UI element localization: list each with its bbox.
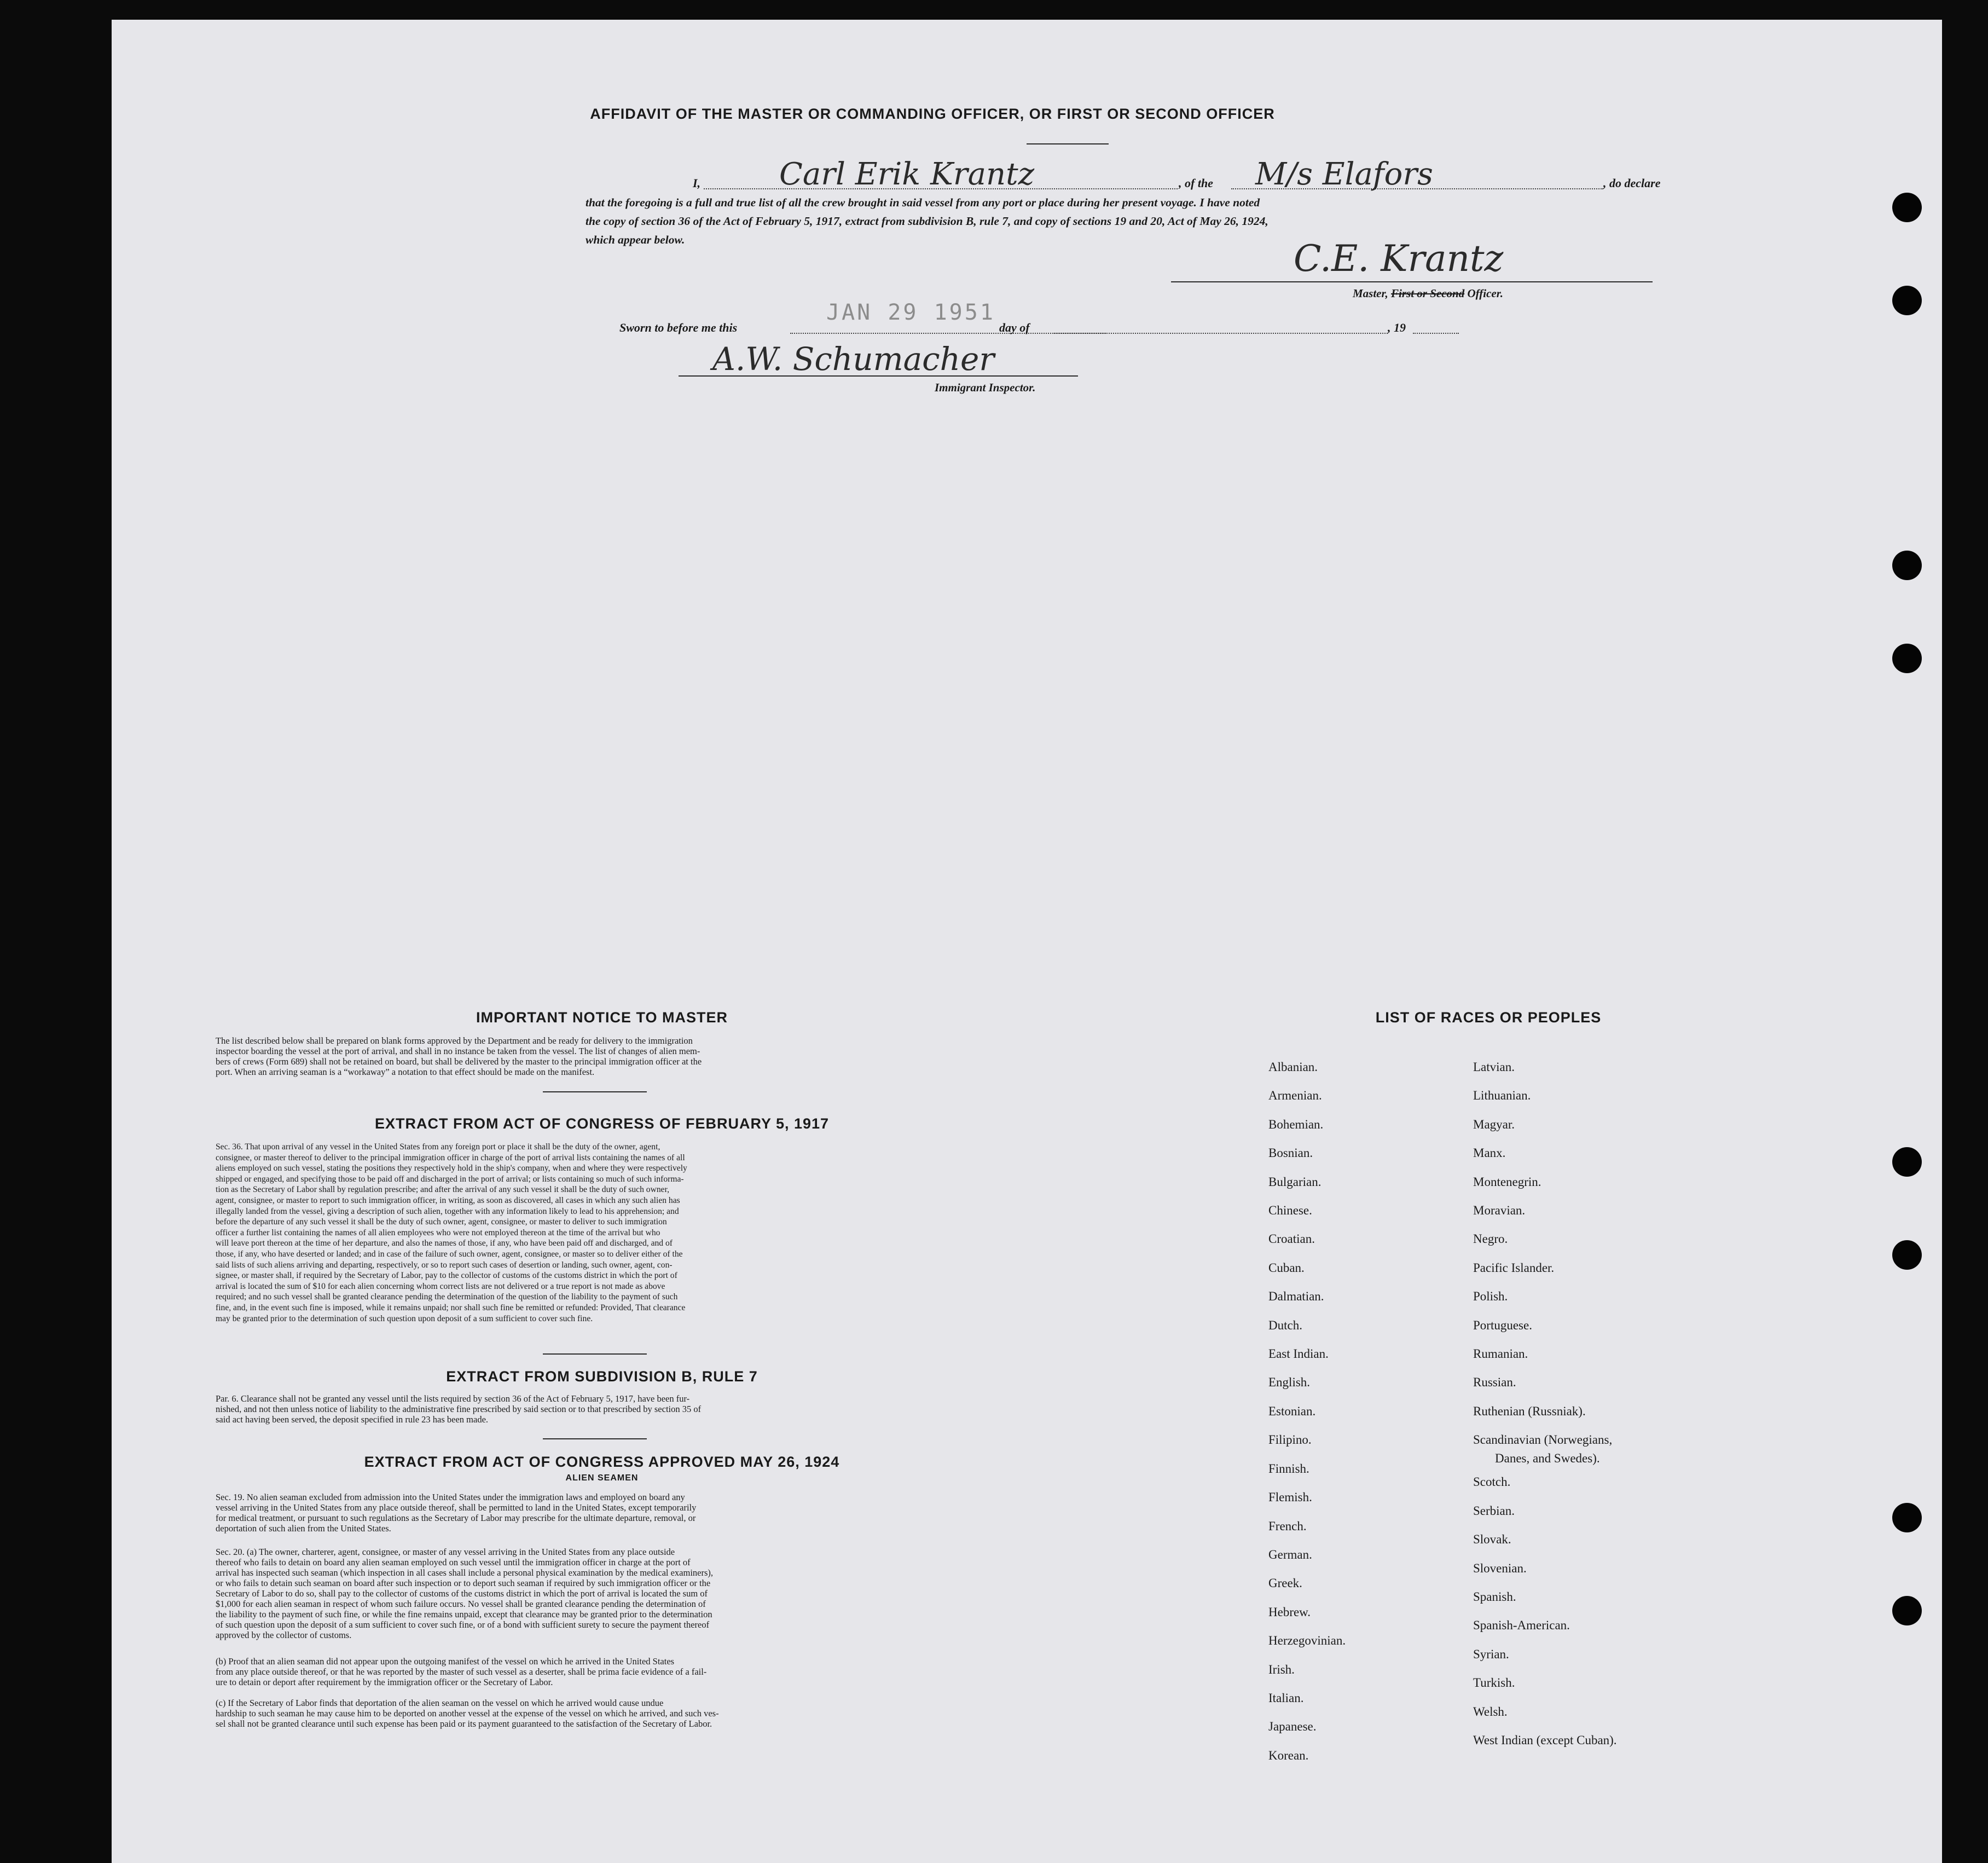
text-line: $1,000 for each alien seaman in respect of whom such failure occurs. No vessel shall be granted clearance pending the determination of [216,1599,706,1609]
punch-hole [1892,193,1922,222]
punch-hole [1892,1503,1922,1532]
text-line: port. When an arriving seaman is a “workaway” a notation to that effect should be made on the manifest. [216,1067,595,1077]
race-item: Spanish. [1473,1589,1516,1604]
text-line: illegally landed from the vessel, giving a description of such alien, together with any information likely to lead to his apprehension; and [216,1206,679,1216]
race-item: Syrian. [1473,1647,1509,1661]
race-item: English. [1268,1375,1311,1390]
punch-hole [1892,1240,1922,1270]
race-item: Serbian. [1473,1503,1515,1518]
race-item: Pacific Islander. [1473,1260,1555,1275]
race-item: Estonian. [1268,1404,1316,1418]
race-item: Herzegovinian. [1268,1634,1346,1648]
race-item: German. [1268,1547,1312,1561]
text-line: may be granted prior to the determination of such question upon deposit of a sum sufficient to cover such fine. [216,1314,593,1323]
text-line: vessel arriving in the United States from any place outside thereof, shall be permitted to land in the United States, except temporarily [216,1502,697,1513]
text-line: (b) Proof that an alien seaman did not appear upon the outgoing manifest of the vessel on which he arrived in the United States [216,1656,675,1667]
race-item: Danes, and Swedes). [1495,1451,1600,1466]
race-item: Portuguese. [1473,1318,1532,1332]
text-line: shipped or engaged, and specifying those to be paid off and discharged in the port of arrival; or lists containing so much of such informa- [216,1174,684,1184]
master-officer-label [1353,287,1503,300]
text-line: required; and no such vessel shall be granted clearance pending the determination of the question of the liability to the payment of such [216,1292,678,1302]
text-line: Sec. 19. No alien seaman excluded from admission into the United States under the immigration laws and employed on board any [216,1492,685,1502]
divider [543,1091,647,1092]
race-item: Rumanian. [1473,1347,1528,1361]
race-item: Magyar. [1473,1117,1515,1131]
race-item: Korean. [1268,1748,1309,1762]
master-signature-line [1171,281,1653,282]
race-item: Slovenian. [1473,1561,1527,1575]
race-item: Latvian. [1473,1060,1515,1074]
text-line: of such question upon the deposit of a sum sufficient to cover such fine, or of a bond with sufficient surety to secure the payment thereof [216,1619,710,1630]
text-line: ure to detain or deport after requirement by the immigration officer or the Secretary of Labor. [216,1677,553,1687]
text-line: arrival has inspected such seaman (which inspection in all cases shall include a personal physical examination by the medical examiners), [216,1567,714,1578]
races-right-column [1473,1053,1617,1755]
of-the-label: , of the [1179,176,1213,190]
race-item: Albanian. [1268,1060,1318,1074]
declaration-line: which appear below. [586,233,685,246]
text-line: arrival is located the sum of $10 for each alien concerning whom correct lists are not delivered or a true report is not made as above [216,1281,665,1291]
text-line: approved by the collector of customs. [216,1630,352,1640]
punch-hole [1892,286,1922,315]
sec20c-text [216,1698,1091,1729]
punch-hole [1892,1147,1922,1177]
affidavit-title: AFFIDAVIT OF THE MASTER OR COMMANDING OFFICER, OR FIRST OR SECOND OFFICER [590,106,1275,122]
race-item: Greek. [1268,1576,1302,1590]
day-of-label: day of [999,321,1030,334]
race-item: Montenegrin. [1473,1174,1541,1189]
year-label: , 19 [1388,321,1406,334]
month-line [1054,333,1388,334]
text-line: sel shall not be granted clearance until such expense has been paid or its payment guaranteed to the satisfaction of the Secretary of Labor. [216,1719,712,1729]
sec19-text [216,1492,1091,1534]
master-name-handwritten: Carl Erik Krantz [779,157,1035,192]
master-signature: C.E. Krantz [1294,238,1504,280]
divider [543,1353,647,1355]
race-item: Russian. [1473,1375,1516,1390]
race-item: Irish. [1268,1662,1295,1676]
master-label-struck: First or Second [1391,287,1465,300]
text-line: nished, and not then unless notice of liability to the administrative fine prescribed by said section or to that prescribed by section 35 of [216,1404,702,1414]
declaration-line: the copy of section 36 of the Act of February 5, 1917, extract from subdivision B, rule 7, and copy of sections 19 and 20, Act of May 26, 1924, [586,215,1268,228]
text-line: aliens employed on such vessel, stating the positions they respectively hold in the ship's company, when and where they were respectively [216,1164,687,1173]
race-item: Cuban. [1268,1260,1305,1275]
punch-hole [1892,644,1922,673]
race-item: Japanese. [1268,1720,1317,1734]
race-item: Hebrew. [1268,1605,1311,1619]
race-item: Moravian. [1473,1204,1526,1218]
date-stamp: JAN 29 1951 [826,300,995,325]
text-line: signee, or master shall, if required by the Secretary of Labor, pay to the collector of customs of the customs district in which the port of [216,1271,677,1281]
race-item: Filipino. [1268,1433,1312,1447]
vessel-name-handwritten: M/s Elafors [1255,157,1433,192]
do-declare-label: , do declare [1603,176,1661,190]
text-line: from any place outside thereof, or that he was reported by the master of such vessel as a deserter, shall be prima facie evidence of a fail- [216,1667,707,1677]
sec20b-text [216,1656,1091,1687]
race-item: Armenian. [1268,1089,1322,1103]
race-item: West Indian (except Cuban). [1473,1733,1617,1747]
sworn-label: Sworn to before me this [619,321,738,334]
races-title: LIST OF RACES OR PEOPLES [1375,1009,1602,1026]
text-line: Par. 6. Clearance shall not be granted any vessel until the lists required by section 36 of the Act of February 5, 1917, have been fur- [216,1393,690,1404]
text-line: those, if any, who have deserted or landed; and in case of the failure of such owner, agent, consignee, or master so to deliver either of the [216,1249,683,1259]
text-line: tion as the Secretary of Labor shall by regulation prescribe; and after the arrival of any such vessel it shall be the duty of such owner, [216,1185,670,1195]
race-item: Italian. [1268,1691,1304,1705]
text-line: Sec. 20. (a) The owner, charterer, agent, consignee, or master of any vessel arriving in the United States from any place outside [216,1547,675,1557]
inspector-label: Immigrant Inspector. [935,381,1036,394]
text-line: fine, and, in the event such fine is imposed, while it remains unpaid; nor shall such fine be remitted or refunded: Provided, That clearance [216,1303,686,1312]
race-item: Dalmatian. [1268,1289,1324,1304]
race-item: Turkish. [1473,1676,1515,1690]
extract-1917-text [216,1142,1091,1324]
text-line: consignee, or master thereof to deliver to the principal immigration officer in charge of the port of arrival lists containing the names of all [216,1153,685,1162]
alien-seamen-subtitle: ALIEN SEAMEN [565,1473,639,1483]
text-line: the liability to the payment of such fine, or while the fine remains unpaid, except that clearance may be granted prior to the determination [216,1609,712,1619]
master-label-end: Officer. [1464,287,1503,300]
extract-rule7-text [216,1393,1091,1425]
text-line: thereof who fails to detain on board any alien seaman employed on such vessel until the immigration officer in charge at the port of [216,1557,691,1567]
race-item: Bulgarian. [1268,1174,1322,1189]
text-line: agent, consignee, or master to report to such immigration officer, in writing, as soon as discovered, all cases in which any such alien has [216,1195,680,1205]
text-line: Sec. 36. That upon arrival of any vessel in the United States from any foreign port or place it shall be the duty of the owner, agent, [216,1142,660,1152]
race-item: Flemish. [1268,1490,1312,1505]
race-item: Spanish-American. [1473,1618,1570,1633]
master-label-start: Master, [1353,287,1392,300]
declaration-line: that the foregoing is a full and true list of all the crew brought in said vessel from any port or place during her present voyage. I have noted [586,196,1260,209]
race-item: Polish. [1473,1289,1508,1304]
text-line: or who fails to detain such seaman on board after such inspection or to deport such seaman if required by such immigration officer or the [216,1578,711,1588]
text-line: will leave port thereon at the time of her departure, and also the names of those, if any, who have been paid off and discharged, and of [216,1239,673,1248]
sec20a-text [216,1547,1091,1640]
race-item: Bohemian. [1268,1117,1324,1131]
extract-rule7-title: EXTRACT FROM SUBDIVISION B, RULE 7 [446,1368,758,1385]
race-item: Welsh. [1473,1704,1508,1719]
extract-1924-title: EXTRACT FROM ACT OF CONGRESS APPROVED MAY 26, 1924 [364,1454,840,1470]
text-line: bers of crews (Form 689) shall not be retained on board, but shall be delivered by the master to the principal immigration officer at the [216,1056,702,1067]
race-item: French. [1268,1519,1307,1533]
text-line: inspector boarding the vessel at the port of arrival, and shall in no instance be taken from the vessel. The list of changes of alien mem- [216,1046,700,1056]
divider [543,1438,647,1439]
race-item: Lithuanian. [1473,1089,1531,1103]
i-label: I, [693,176,701,190]
text-line: Secretary of Labor to do so, shall pay to the collector of customs of the customs district in which the port of arrival is located the sum of [216,1588,708,1599]
text-line: hardship to such seaman he may cause him to be deported on another vessel at the expense of the vessel on which he arrived, and such ves- [216,1708,719,1719]
text-line: (c) If the Secretary of Labor finds that deportation of the alien seaman on the vessel on which he arrived would cause undue [216,1698,664,1708]
text-line: said act having been served, the deposit specified in rule 23 has been made. [216,1414,489,1425]
race-item: Chinese. [1268,1204,1312,1218]
text-line: deportation of such alien from the United States. [216,1523,391,1534]
race-item: Manx. [1473,1146,1506,1160]
notice-text [216,1035,1091,1077]
notice-title: IMPORTANT NOTICE TO MASTER [476,1009,728,1026]
text-line: The list described below shall be prepared on blank forms approved by the Department and be ready for delivery to the immigration [216,1035,693,1046]
races-left-column [1268,1053,1346,1770]
extract-1917-title: EXTRACT FROM ACT OF CONGRESS OF FEBRUARY 5, 1917 [374,1115,830,1132]
race-item: Negro. [1473,1232,1508,1246]
divider [1027,143,1109,144]
text-line: before the departure of any such vessel it shall be the duty of such owner, agent, consignee, or master to deliver to such immigration [216,1217,667,1227]
race-item: Bosnian. [1268,1146,1313,1160]
race-item: Finnish. [1268,1461,1309,1476]
text-line: officer a further list containing the names of all alien employees who were not employed thereon at the time of the arrival but who [216,1228,660,1237]
year-line [1413,333,1459,334]
inspector-signature: A.W. Schumacher [712,340,995,378]
document-page [112,20,1942,1863]
race-item: Scotch. [1473,1475,1511,1489]
race-item: East Indian. [1268,1347,1329,1361]
race-item: Slovak. [1473,1532,1511,1547]
race-item: Scandinavian (Norwegians, [1473,1433,1613,1447]
text-line: said lists of such aliens arriving and departing, respectively, or so to report such cases of desertion or landing, such owner, agent, con- [216,1260,673,1270]
race-item: Dutch. [1268,1318,1302,1332]
punch-hole [1892,1596,1922,1625]
punch-hole [1892,551,1922,580]
race-item: Croatian. [1268,1232,1315,1246]
text-line: for medical treatment, or pursuant to such regulations as the Secretary of Labor may prescribe for the ultimate departure, removal, or [216,1513,696,1523]
race-item: Ruthenian (Russniak). [1473,1404,1586,1418]
